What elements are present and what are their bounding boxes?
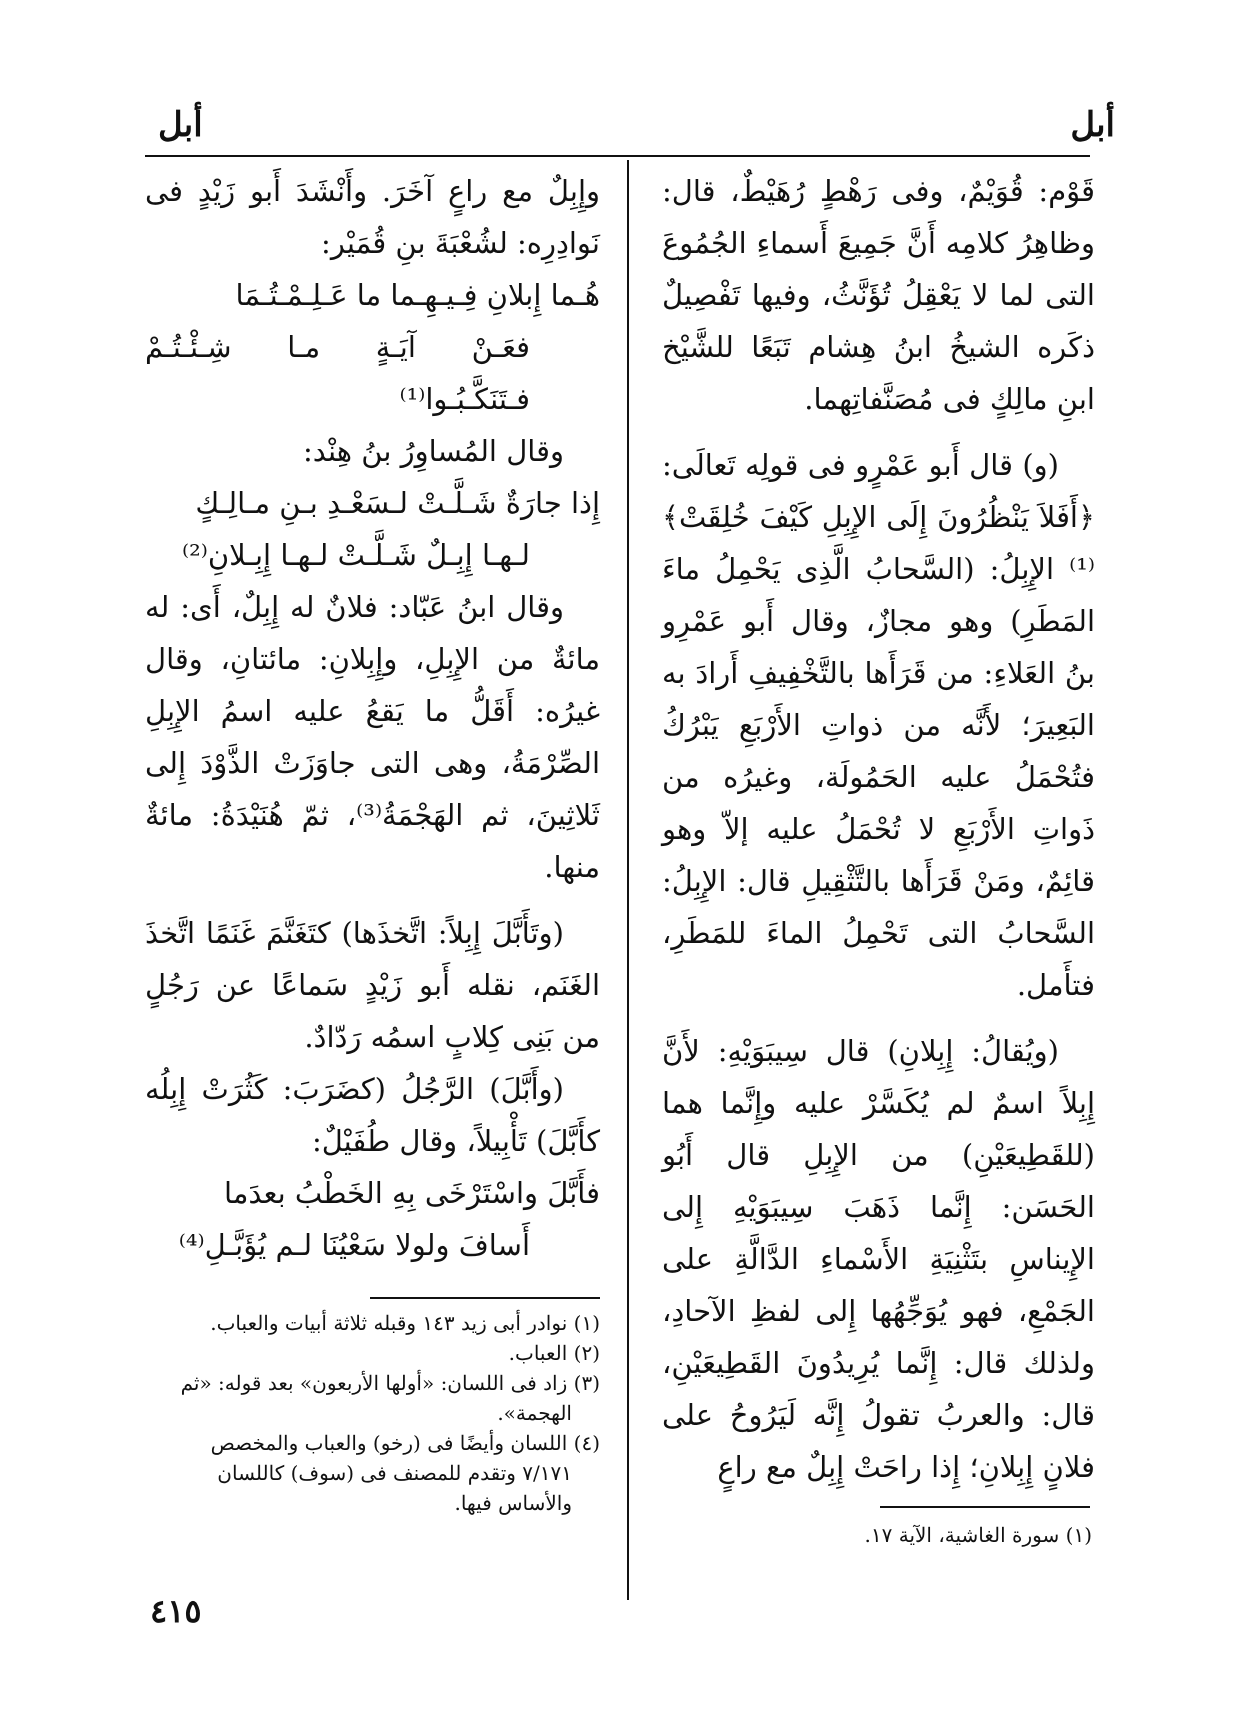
left-paragraph-2: وقال المُساوِرُ بنُ هِنْد: — [303, 434, 564, 468]
verse-1-first-hemistich: هُـما إِبلانِ فِـيـهِـما ما عَـلِـمْـتُـمَا — [235, 278, 600, 312]
footnote-left-3: (٣) زاد فى اللسان: «أولها الأربعون» بعد قوله: «ثم — [180, 1371, 600, 1395]
header-headword-right: أبل — [1070, 105, 1115, 145]
header-rule — [145, 155, 1090, 157]
footnote-rule-left — [370, 1297, 600, 1299]
page-number: ٤١٥ — [150, 1592, 202, 1630]
footnote-left-3-continued: الهجمة». — [497, 1401, 572, 1425]
column-divider — [627, 160, 629, 1600]
right-paragraph-2: (و) قال أَبو عَمْرٍو فى قولِه تَعالَى: ﴿أَفَلاَ يَنْظُرُونَ إِلَى الإِبِلِ كَيْفَ خُلِقَتْ﴾⁽¹⁾ الإِبِلُ: (السَّحابُ الَّذِى يَحْمِلُ ماءَ المَطَرِ) وهو مجازٌ، وقال أَبو عَمْرِو بنُ العَلاءِ: من قَرَأَها بالتَّخْفِيفِ أَرادَ به البَعِيرَ؛ لأَنَّه من ذواتِ الأَرْبَعِ يَبْرُكُ فتُحْمَلُ عليه الحَمُولَة، وغيرُه من ذَواتِ الأَرْبَعِ لا تُحْمَلُ عليه إلاّ وهو قائِمٌ، ومَنْ قَرَأَها بالتَّثْقِيلِ قال: الإِبِلُ: السَّحابُ التى تَحْمِلُ الماءَ للمَطَرِ، فتأَمل. — [662, 448, 1095, 1002]
footnote-right-1: (١) سورة الغاشية، الآية ١٧. — [864, 1523, 1092, 1547]
footnote-left-2: (٢) العباب. — [508, 1341, 600, 1365]
verse-3-second-hemistich: أَسافَ ولولا سَعْيُنَا لـم يُؤَبَّـلِ⁽⁴⁾ — [178, 1228, 530, 1262]
left-paragraph-4: (وتَأَبَّلَ إِبِلاً: اتَّخذَها) كتَغَنَّمَ غَنَمًا اتَّخذَ الغَنَم، نقله أَبو زَيْدٍ سَماعًا عن رَجُلٍ من بَنِى كِلابٍ اسمُه رَدّادٌ. — [145, 916, 600, 1054]
verse-3-first-hemistich: فأَبَّلَ واسْتَرْخَى بِهِ الخَطْبُ بعدَما — [224, 1176, 600, 1210]
left-column — [145, 165, 600, 1271]
verse-2-second-hemistich: لـهـا إِبِـلٌ شَـلَّـتْ لـهـا إِبِـلانِ⁽²⁾ — [181, 538, 530, 572]
verse-1-second-hemistich: فعَـنْ آيَـةٍ مـا شِـئْـتُـمْ فـتَنَكَّـبُـوا⁽¹⁾ — [145, 330, 530, 416]
footnote-left-4-continued: ٧/١٧١ وتقدم للمصنف فى (سوف) كاللسان — [217, 1461, 572, 1485]
verse-2-first-hemistich: إِذا جارَةٌ شَـلَّـتْ لـسَعْـدِ بـنِ مـالِـكٍ — [195, 486, 600, 520]
left-paragraph-3: وقال ابنُ عَبّاد: فلانٌ له إِبِلٌ، أَى: له مائةٌ من الإِبِلِ، وإِبِلانِ: مائتانِ، وقال غيرُه: أَقَلُّ ما يَقعُ عليه اسمُ الإِبِلِ الصِّرْمَةُ، وهى التى جاوَزَتْ الذَّوْدَ إِلى ثَلاثِينَ، ثم الهَجْمَةُ⁽³⁾، ثمّ هُنَيْدَةُ: مائةٌ منها. — [145, 590, 601, 884]
footnotes-left — [140, 1308, 600, 1518]
header-headword-left: أبل — [158, 105, 203, 145]
right-column — [662, 165, 1095, 1493]
footnote-rule-right — [880, 1506, 1090, 1508]
footnote-left-1: (١) نوادر أبى زيد ١٤٣ وقبله ثلاثة أبيات والعباب. — [210, 1311, 600, 1335]
right-paragraph-3: (ويُقالُ: إِبِلانِ) قال سِيبَوَيْهِ: لأَنَّ إِبِلاً اسمٌ لم يُكَسَّرْ عليه وإِنَّما هما (للقَطِيعَيْنِ) من الإِبِلِ قال أَبُو الحَسَن: إِنَّما ذَهَبَ سِيبَوَيْهِ إِلى الإِيناسِ بتَثْنِيَةِ الأَسْماءِ الدَّالَّةِ على الجَمْعِ، فهو يُوَجِّهُها إِلى لفظِ الآحادِ، ولذلك قال: إِنَّما يُرِيدُونَ القَطِيعَيْنِ، قال: والعربُ تقولُ إِنَّه لَيَرُوحُ على فلانٍ إِبِلانِ؛ إِذا راحَتْ إِبِلٌ مع راعٍ — [662, 1034, 1095, 1484]
footnote-left-4-end: والأساس فيها. — [454, 1491, 572, 1515]
left-paragraph-1: وإِبِلٌ مع راعٍ آخَرَ. وأَنْشَدَ أَبو زَيْدٍ فى نَوادِرِه: لشُعْبَةَ بنِ قُمَيْر: — [145, 174, 600, 260]
footnote-left-4: (٤) اللسان وأيضًا فى (رخو) والعباب والمخصص — [210, 1431, 600, 1455]
footnotes-right — [740, 1520, 1092, 1550]
left-paragraph-5: (وأَبَّلَ) الرَّجُلُ (كضَرَبَ: كَثُرَتْ إِبِلُه كأَبَّلَ) تَأْبِيلاً، وقال طُفَيْلٌ: — [145, 1072, 600, 1158]
right-paragraph-1: قَوْم: قُوَيْمٌ، وفى رَهْطٍ رُهَيْطٌ، قال: وظاهِرُ كلامِه أَنَّ جَمِيعَ أَسماءِ الجُمُوعَ التى لما لا يَعْقِلُ تُؤَنَّثُ، وفيها تَفْصِيلٌ ذكَره الشيخُ ابنُ هِشام تَبَعًا للشَّيْخ ابنِ مالِكٍ فى مُصَنَّفاتِهما. — [662, 174, 1095, 416]
